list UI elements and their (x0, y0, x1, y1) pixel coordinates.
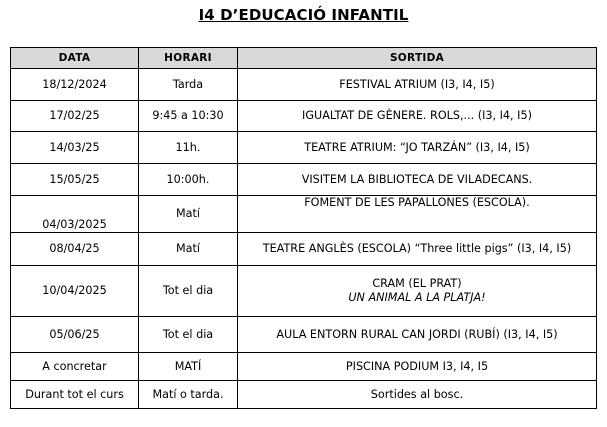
cell-horari: Matí (139, 196, 238, 233)
sortida-line: CRAM (EL PRAT) (372, 277, 462, 290)
cell-data: 08/04/25 (11, 233, 139, 266)
cell-sortida: FESTIVAL ATRIUM (I3, I4, I5) (238, 69, 597, 101)
cell-data: 17/02/25 (11, 101, 139, 132)
cell-sortida: TEATRE ATRIUM: “JO TARZÁN” (I3, I4, I5) (238, 132, 597, 164)
cell-sortida: Sortides al bosc. (238, 381, 597, 409)
table-row (11, 266, 597, 317)
cell-data: A concretar (11, 353, 139, 381)
cell-data: 18/12/2024 (11, 69, 139, 101)
table-header-row (11, 48, 597, 69)
cell-data: Durant tot el curs (11, 381, 139, 409)
table-row (11, 317, 597, 353)
page-title: I4 D’EDUCACIÓ INFANTIL (198, 6, 409, 24)
cell-data: 10/04/2025 (11, 266, 139, 317)
cell-sortida: IGUALTAT DE GÈNERE. ROLS,... (I3, I4, I5) (238, 101, 597, 132)
cell-horari: 9:45 a 10:30 (139, 101, 238, 132)
table-row (11, 233, 597, 266)
cell-horari: 11h. (139, 132, 238, 164)
table-row (11, 164, 597, 196)
column-header-sortida: SORTIDA (238, 48, 597, 69)
cell-horari: Tarda (139, 69, 238, 101)
cell-sortida: VISITEM LA BIBLIOTECA DE VILADECANS. (238, 164, 597, 196)
column-header-horari: HORARI (139, 48, 238, 69)
table-row (11, 132, 597, 164)
cell-horari: Tot el dia (139, 266, 238, 317)
cell-sortida: PISCINA PODIUM I3, I4, I5 (238, 353, 597, 381)
schedule-table (10, 47, 597, 409)
table-row (11, 381, 597, 409)
cell-sortida: AULA ENTORN RURAL CAN JORDI (RUBÍ) (I3, I4, I5) (238, 317, 597, 353)
cell-data: 04/03/2025 (11, 196, 139, 233)
table-row (11, 101, 597, 132)
table-row (11, 69, 597, 101)
cell-data: 05/06/25 (11, 317, 139, 353)
cell-horari: MATÍ (139, 353, 238, 381)
sortida-subtitle: UN ANIMAL A LA PLATJA! (348, 291, 486, 304)
cell-data: 15/05/25 (11, 164, 139, 196)
table-row (11, 196, 597, 233)
cell-horari: Matí o tarda. (139, 381, 238, 409)
cell-horari: Matí (139, 233, 238, 266)
cell-data: 14/03/25 (11, 132, 139, 164)
cell-sortida: FOMENT DE LES PAPALLONES (ESCOLA). (238, 196, 597, 233)
cell-horari: 10:00h. (139, 164, 238, 196)
cell-sortida: TEATRE ANGLÈS (ESCOLA) “Three little pigs” (I3, I4, I5) (238, 233, 597, 266)
cell-horari: Tot el dia (139, 317, 238, 353)
cell-sortida (238, 266, 597, 317)
column-header-data: DATA (11, 48, 139, 69)
table-row (11, 353, 597, 381)
